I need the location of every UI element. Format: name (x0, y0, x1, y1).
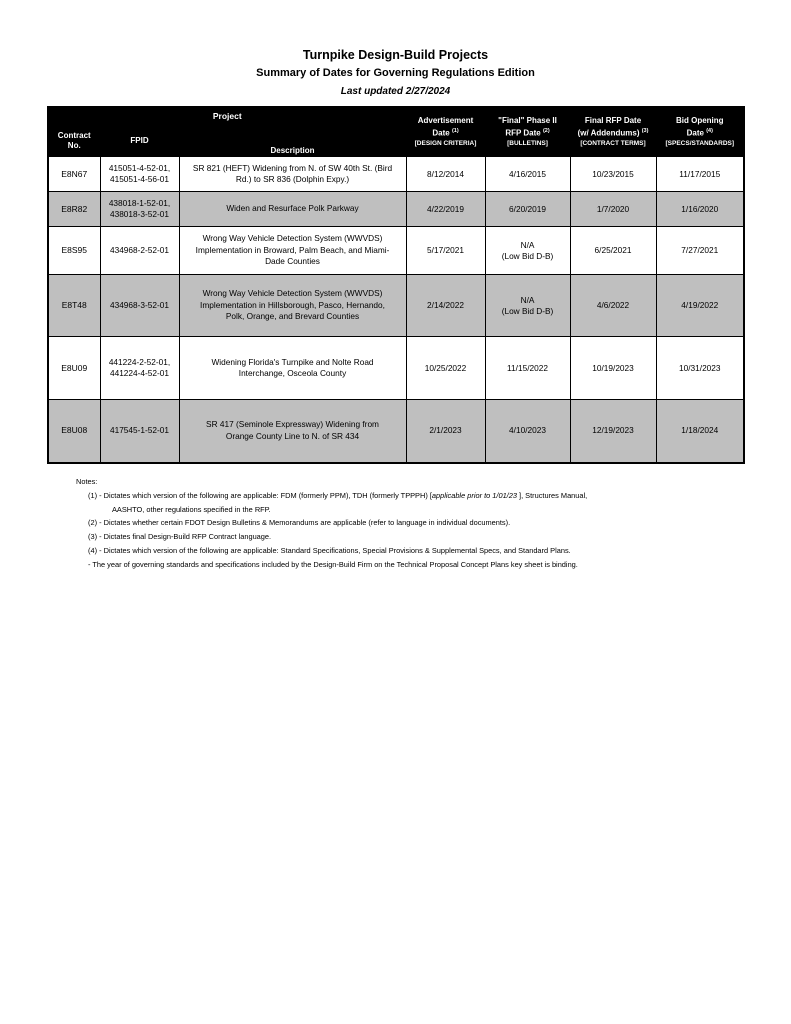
contract-no: E8N67 (48, 157, 100, 192)
projects-table (47, 106, 745, 464)
fpid: 438018-1-52-01, 438018-3-52-01 (100, 192, 179, 227)
contract-no: E8S95 (48, 227, 100, 275)
table-row (48, 337, 744, 400)
bid-opening-date: 1/18/2024 (656, 400, 744, 463)
phase-ii-date: 11/15/2022 (485, 337, 570, 400)
description: Widen and Resurface Polk Parkway (179, 192, 406, 227)
description: Widening Florida's Turnpike and Nolte Road Interchange, Osceola County (179, 337, 406, 400)
final-rfp-date: 6/25/2021 (570, 227, 656, 275)
page-subtitle: Summary of Dates for Governing Regulations Edition (256, 67, 535, 79)
description: Wrong Way Vehicle Detection System (WWVDS) Implementation in Hillsborough, Pasco, Hernando, Polk, Orange, and Brevard Counties (179, 275, 406, 337)
phase-ii-date: N/A (Low Bid D-B) (485, 275, 570, 337)
description: Wrong Way Vehicle Detection System (WWVDS) Implementation in Broward, Palm Beach, and Miami- Dade Counties (179, 227, 406, 275)
final-rfp-date: 4/6/2022 (570, 275, 656, 337)
fpid: 441224-2-52-01, 441224-4-52-01 (100, 337, 179, 400)
note-4: (4) - Dictates which version of the following are applicable: Standard Specifications, Special Provisions & Supplemental Specs, and Standard Plans. (88, 545, 571, 555)
notes-section (76, 475, 587, 572)
contract-no: E8T48 (48, 275, 100, 337)
bid-opening-date: 7/27/2021 (656, 227, 744, 275)
notes-heading: Notes: (76, 477, 98, 486)
note-1: (1) - Dictates which version of the following are applicable: FDM (formerly PPM), TDH (formerly TPPPH) [applicable prior to 1/01/23 ], Structures Manual, (88, 490, 588, 500)
header-project: Project (48, 107, 406, 125)
phase-ii-date: 4/16/2015 (485, 157, 570, 192)
table-row (48, 227, 744, 275)
bid-opening-date: 10/31/2023 (656, 337, 744, 400)
phase-ii-date: N/A (Low Bid D-B) (485, 227, 570, 275)
page-title: Turnpike Design-Build Projects (302, 48, 489, 62)
bid-opening-date: 4/19/2022 (656, 275, 744, 337)
table-row (48, 192, 744, 227)
header-final-rfp-date: Final RFP Date (w/ Addendums) $^{(3)}$ [CONTRACT TERMS] (570, 107, 656, 157)
advertisement-date: 8/12/2014 (406, 157, 485, 192)
header-description: Description (179, 125, 406, 157)
final-rfp-date: 12/19/2023 (570, 400, 656, 463)
phase-ii-date: 4/10/2023 (485, 400, 570, 463)
bid-opening-date: 1/16/2020 (656, 192, 744, 227)
advertisement-date: 10/25/2022 (406, 337, 485, 400)
contract-no: E8U09 (48, 337, 100, 400)
phase-ii-date: 6/20/2019 (485, 192, 570, 227)
header-advertisement-date: Advertisement Date $^{(1)}$ [DESIGN CRITERIA] (406, 107, 485, 157)
note-1-continued: AASHTO, other regulations specified in the RFP. (112, 504, 271, 514)
bid-opening-date: 11/17/2015 (656, 157, 744, 192)
fpid: 434968-2-52-01 (100, 227, 179, 275)
header-contract-no: Contract No. (48, 125, 100, 157)
header-fpid: FPID (100, 125, 179, 157)
advertisement-date: 4/22/2019 (406, 192, 485, 227)
header-bid-opening-date: Bid Opening Date $^{(4)}$ [SPECS/STANDARDS] (656, 107, 744, 157)
advertisement-date: 2/14/2022 (406, 275, 485, 337)
last-updated: Last updated 2/27/2024 (340, 86, 451, 97)
fpid: 415051-4-52-01, 415051-4-56-01 (100, 157, 179, 192)
note-5: - The year of governing standards and specifications included by the Design-Build Firm on the Technical Proposal Concept Plans key sheet is binding. (88, 559, 578, 569)
final-rfp-date: 10/19/2023 (570, 337, 656, 400)
description: SR 417 (Seminole Expressway) Widening from Orange County Line to N. of SR 434 (179, 400, 406, 463)
header-phase-ii-date: "Final" Phase II RFP Date $^{(2)}$ [BULLETINS] (485, 107, 570, 157)
fpid: 417545-1-52-01 (100, 400, 179, 463)
table-row (48, 400, 744, 463)
contract-no: E8U08 (48, 400, 100, 463)
description: SR 821 (HEFT) Widening from N. of SW 40th St. (Bird Rd.) to SR 836 (Dolphin Expy.) (179, 157, 406, 192)
advertisement-date: 5/17/2021 (406, 227, 485, 275)
note-3: (3) - Dictates final Design-Build RFP Contract language. (88, 532, 272, 542)
advertisement-date: 2/1/2023 (406, 400, 485, 463)
table-row (48, 157, 744, 192)
table-row (48, 275, 744, 337)
final-rfp-date: 10/23/2015 (570, 157, 656, 192)
note-2: (2) - Dictates whether certain FDOT Design Bulletins & Memorandums are applicable (refer to language in individual documents). (88, 518, 511, 528)
final-rfp-date: 1/7/2020 (570, 192, 656, 227)
fpid: 434968-3-52-01 (100, 275, 179, 337)
contract-no: E8R82 (48, 192, 100, 227)
